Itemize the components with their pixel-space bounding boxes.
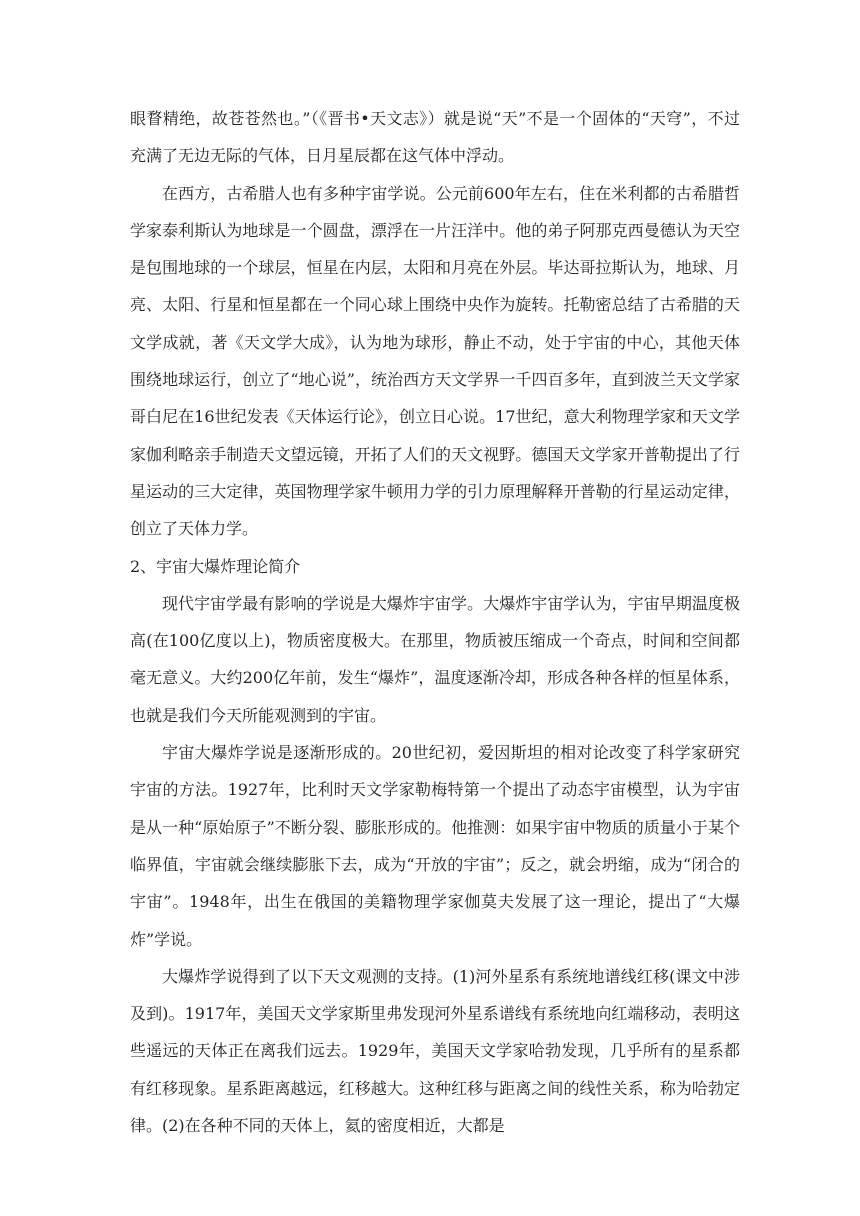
paragraph-big-bang-evidence: 大爆炸学说得到了以下天文观测的支持。(1)河外星系有系统地谱线红移(课文中涉及到)。1917年，美国天文学家斯里弗发现河外星系谱线有系统地向红端移动，表明这些遥远的天体正在离我们远去。1929年，美国天文学家哈勃发现，几乎所有的星系都有红移现象。星系距离越远，红移越大。这种红移与距离之间的线性关系，称为哈勃定律。(2)在各种不同的天体上，氦的密度相近，大都是 [130, 966, 740, 1136]
paragraph-big-bang-history: 宇宙大爆炸学说是逐渐形成的。20世纪初，爱因斯坦的相对论改变了科学家研究宇宙的方法。1927年，比利时天文学家勒梅特第一个提出了动态宇宙模型，认为宇宙是从一种“原始原子”不断分裂、膨胀形成的。他推测：如果宇宙中物质的质量小于某个临界值，宇宙就会继续膨胀下去，成为“开放的宇宙”；反之，就会坍缩，成为“闭合的宇宙”。1948年，出生在俄国的美籍物理学家伽莫夫发展了这一理论，提出了“大爆炸”学说。 [130, 743, 740, 949]
document-body [130, 100, 740, 1144]
paragraph-continuation: 眼瞀精绝，故苍苍然也。”（《晋书•天文志》）就是说“天”不是一个固体的“天穹”，不过充满了无边无际的气体，日月星辰都在这气体中浮动。 [130, 109, 740, 166]
paragraph-western-cosmology: 在西方，古希腊人也有多种宇宙学说。公元前600年左右，住在米利都的古希腊哲学家泰利斯认为地球是一个圆盘，漂浮在一片汪洋中。他的弟子阿那克西曼德认为天空是包围地球的一个球层，恒星在内层，太阳和月亮在外层。毕达哥拉斯认为，地球、月亮、太阳、行星和恒星都在一个同心球上围绕中央作为旋转。托勒密总结了古希腊的天文学成就，著《天文学大成》，认为地为球形，静止不动，处于宇宙的中心，其他天体围绕地球运行，创立了“地心说”，统治西方天文学界一千四百多年，直到波兰天文学家哥白尼在16世纪发表《天体运行论》，创立日心说。17世纪，意大利物理学家和天文学家伽利略亲手制造天文望远镜，开拓了人们的天文视野。德国天文学家开普勒提出了行星运动的三大定律，英国物理学家牛顿用力学的引力原理解释开普勒的行星运动定律，创立了天体力学。 [130, 183, 740, 539]
section-heading-big-bang: 2、宇宙大爆炸理论简介 [130, 556, 301, 576]
paragraph-big-bang-intro: 现代宇宙学最有影响的学说是大爆炸宇宙学。大爆炸宇宙学认为，宇宙早期温度极高(在100亿度以上)，物质密度极大。在那里，物质被压缩成一个奇点，时间和空间都毫无意义。大约200亿年前，发生“爆炸”，温度逐渐冷却，形成各种各样的恒星体系，也就是我们今天所能观测到的宇宙。 [130, 593, 740, 725]
